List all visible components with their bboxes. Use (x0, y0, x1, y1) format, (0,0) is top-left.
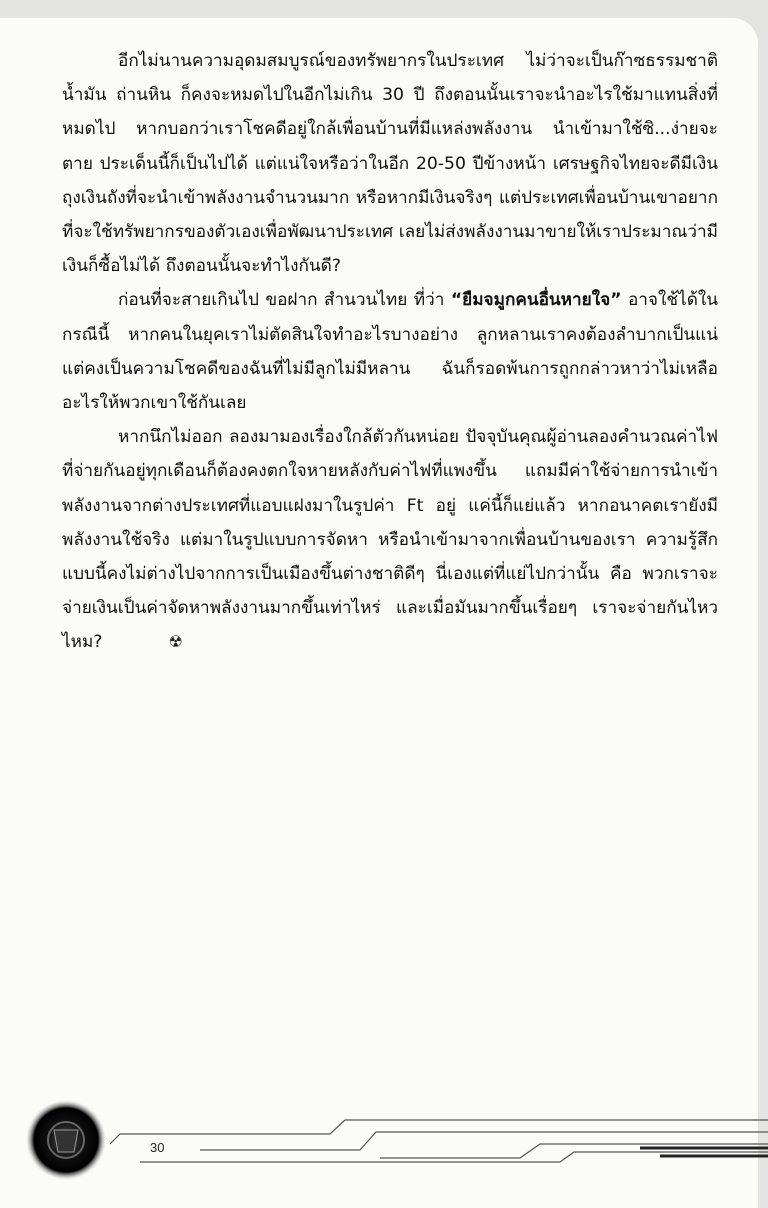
footer-decoration (0, 1100, 768, 1208)
paragraph-2 (62, 283, 718, 420)
paragraph-1 (62, 44, 718, 283)
page-number: 30 (150, 1140, 165, 1155)
paragraph-1-text: อีกไม่นานความอุดมสมบูรณ์ของทรัพยากรในประเทศ ไม่ว่าจะเป็นก๊าซธรรมชาติ น้ำมัน ถ่านหิน ก็คงจะหมดไปในอีกไม่เกิน 30 ปี ถึงตอนนั้นเราจะนำอะไรใช้มาแทนสิ่งที่หมดไป หากบอกว่าเราโชคดีอยู่ใกล้เพื่อนบ้านที่มีแหล่งพลังงาน นำเข้ามาใช้ซิ...ง่ายจะตาย ประเด็นนี้ก็เป็นไปได้ แต่แน่ใจหรือว่าในอีก 20-50 ปีข้างหน้า เศรษฐกิจไทยจะดีมีเงินถุงเงินถังที่จะนำเข้าพลังงานจำนวนมาก หรือหากมีเงินจริงๆ แต่ประเทศเพื่อนบ้านเขาอยากที่จะใช้ทรัพยากรของตัวเองเพื่อพัฒนาประเทศ เลยไม่ส่งพลังงานมาขายให้เราประมาณว่ามีเงินก็ซื้อไม่ได้ ถึงตอนนั้นจะทำไงกันดี? (62, 51, 718, 277)
article-body (62, 44, 718, 660)
thai-idiom-quote: “ยืมจมูกคนอื่นหายใจ” (450, 290, 622, 311)
paragraph-3-text: หากนึกไม่ออก ลองมามองเรื่องใกล้ตัวกันหน่อย ปัจจุบันคุณผู้อ่านลองคำนวณค่าไฟที่จ่ายกันอยู่ทุกเดือนก็ต้องคงตกใจหายหลังกับค่าไฟที่แพงขึ้น แถมมีค่าใช้จ่ายการนำเข้าพลังงานจากต่างประเทศที่แอบแฝงมาในรูปค่า Ft อยู่ แค่นี้ก็แย่แล้ว หากอนาคตเรายังมีพลังงานใช้จริง แต่มาในรูปแบบการจัดหา หรือนำเข้ามาจากเพื่อนบ้านของเรา ความรู้สึกแบบนี้คงไม่ต่างไปจากการเป็นเมืองขึ้นต่างชาติดีๆ นี่เองแต่ที่แย่ไปกว่านั้น คือ พวกเราจะจ่ายเงินเป็นค่าจัดหาพลังงานมากขึ้นเท่าไหร่ และเมื่อมันมากขึ้นเรื่อยๆ เราจะจ่ายกันไหวไหม? (62, 427, 718, 653)
paragraph-2-text-end: อาจใช้ได้ในกรณีนี้ หากคนในยุคเราไม่ตัดสินใจทำอะไรบางอย่าง ลูกหลานเราคงต้องลำบากเป็นแน่ แต่คงเป็นความโชคดีของฉันที่ไม่มีลูกไม่มีหลาน ฉันก็รอดพ้นการถูกกล่าวหาว่าไม่เหลืออะไรให้พวกเขาใช้กันเลย (62, 290, 718, 414)
paragraph-2-text-start: ก่อนที่จะสายเกินไป ขอฝาก สำนวนไทย ที่ว่า (118, 290, 451, 311)
radiation-icon: ☢ (168, 632, 183, 652)
paragraph-3 (62, 420, 718, 659)
